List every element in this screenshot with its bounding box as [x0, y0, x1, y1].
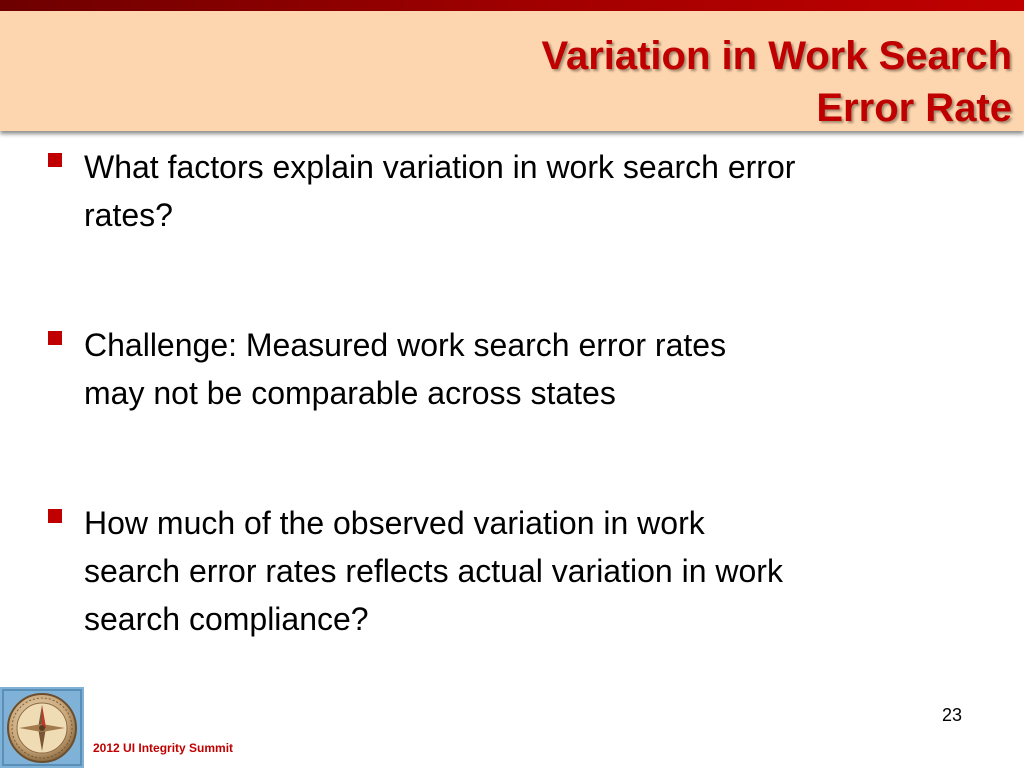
- footer-text: 2012 UI Integrity Summit: [93, 741, 234, 755]
- square-bullet-icon: [48, 509, 62, 523]
- square-bullet-icon: [48, 331, 62, 345]
- bullet-line: search error rates reflects actual variation in work: [84, 553, 783, 589]
- compass-seal-logo: [0, 687, 84, 768]
- bullet-line: What factors explain variation in work search error: [84, 149, 796, 185]
- slide-title-line-1: Variation in Work Search: [541, 34, 1012, 78]
- bullet-line: Challenge: Measured work search error rates: [84, 327, 727, 363]
- bullet-text: [84, 499, 984, 643]
- page-number: 23: [941, 705, 962, 725]
- bullet-text: [84, 143, 984, 239]
- bullet-line: search compliance?: [84, 601, 369, 637]
- bullet-text: [84, 321, 984, 417]
- slide-title-line-2: Error Rate: [816, 86, 1012, 130]
- bullet-line: may not be comparable across states: [84, 375, 616, 411]
- bullet-line: rates?: [84, 197, 173, 233]
- square-bullet-icon: [48, 153, 62, 167]
- compass-icon: [0, 687, 84, 768]
- bullet-line: How much of the observed variation in work: [84, 505, 705, 541]
